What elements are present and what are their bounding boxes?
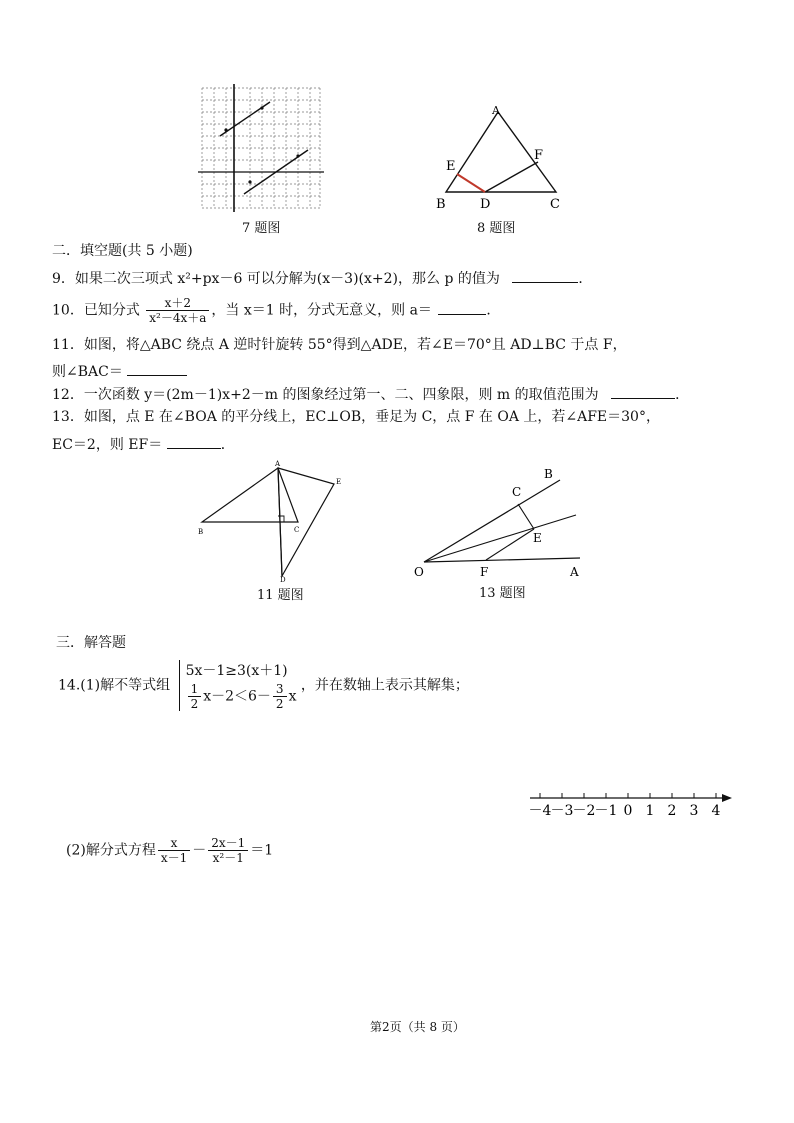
figure-8	[436, 104, 568, 216]
figure-11-caption: 11 题图	[257, 588, 304, 603]
inequality-2	[186, 682, 297, 711]
fig13-label-a: A	[570, 565, 579, 579]
fig8-label-d: D	[480, 197, 491, 212]
q13-line-2-text: EC＝2，则 EF＝	[52, 437, 163, 453]
q10-fraction-den: x²－4x＋a	[149, 311, 207, 325]
question-9	[52, 268, 592, 288]
figure-13	[412, 462, 592, 584]
q12-text: 12．一次函数 y＝(2m－1)x+2－m 的图象经过第一、二、四象限，则 m 的取值范围为	[52, 387, 599, 403]
question-13-line-2	[52, 434, 235, 454]
q10-text: ，当 x＝1 时，分式无意义，则 a＝	[211, 302, 432, 319]
eq-frac-2	[208, 836, 248, 865]
figure-8-diagram	[436, 104, 568, 212]
number-line-tick-label: －3	[550, 803, 574, 819]
ineq2-tail: x	[288, 688, 297, 705]
q13-answer-blank[interactable]	[167, 434, 221, 449]
number-line-tick-label: －1	[594, 803, 618, 819]
q10-fraction	[146, 296, 209, 325]
number-line-tick-label: 4	[711, 803, 721, 819]
fig11-label-b: B	[198, 528, 204, 536]
figure-7	[198, 84, 324, 216]
q10-fraction-num: x＋2	[146, 296, 209, 311]
number-line-tick-label: 3	[689, 803, 699, 819]
eq-frac-2-den: x²－1	[212, 851, 244, 865]
section-2-heading: 二．填空题(共 5 小题)	[52, 243, 193, 259]
q10-lead: 10．已知分式	[52, 302, 140, 319]
eq-frac-2-num: 2x－1	[208, 836, 248, 851]
ineq2-frac-2	[273, 682, 287, 711]
ineq2-frac-1-num: 1	[188, 682, 202, 697]
number-line-tick-label: －2	[572, 803, 596, 819]
q14-1-lead: 14.(1)解不等式组	[58, 677, 171, 694]
figure-13-diagram	[412, 462, 592, 580]
fig13-label-f: F	[480, 565, 489, 579]
section-3-heading: 三．解答题	[56, 635, 126, 651]
q12-answer-blank[interactable]	[611, 384, 675, 399]
q13-end: ．	[220, 437, 235, 453]
question-11-line-2	[52, 361, 187, 381]
fig11-label-d: D	[280, 576, 286, 582]
fig8-label-b: B	[436, 197, 446, 212]
fig11-label-a: A	[275, 460, 281, 468]
figure-13-caption: 13 题图	[479, 586, 526, 601]
fig8-label-c: C	[550, 197, 560, 212]
number-line-tick-label: 2	[667, 803, 677, 819]
fig8-label-f: F	[534, 148, 544, 163]
figure-7-graph	[198, 84, 324, 212]
ineq2-frac-1-den: 2	[190, 697, 199, 711]
number-line-tick-label: 1	[645, 803, 655, 819]
eq-frac-1-den: x－1	[160, 851, 188, 865]
fig13-label-b: B	[544, 467, 553, 481]
ineq2-frac-1	[188, 682, 202, 711]
fig11-label-c: C	[294, 526, 300, 534]
q11-answer-blank[interactable]	[127, 361, 187, 376]
q12-end: ．	[675, 387, 690, 403]
q14-2-lead: (2)解分式方程	[66, 842, 156, 859]
q11-line-2-text: 则∠BAC＝	[52, 364, 123, 380]
fig8-label-e: E	[446, 159, 456, 174]
figure-11-diagram	[196, 458, 350, 582]
eq-rhs: ＝1	[250, 842, 274, 859]
question-12	[52, 384, 689, 404]
q10-answer-blank[interactable]	[438, 300, 486, 315]
q14-1-tail: ，并在数轴上表示其解集；	[300, 677, 469, 694]
fig13-label-e: E	[533, 531, 542, 545]
eq-frac-1	[158, 836, 190, 865]
fig13-label-o: O	[414, 565, 424, 579]
figure-7-caption: 7 题图	[242, 221, 281, 236]
question-10	[52, 296, 500, 325]
q9-text: 9．如果二次三项式 x²+px－6 可以分解为(x－3)(x+2)，那么 p 的值为	[52, 271, 500, 287]
fig11-label-e: E	[336, 478, 342, 486]
number-line-svg	[528, 786, 734, 822]
fig8-label-a: A	[492, 104, 500, 117]
q9-end: ．	[578, 271, 593, 287]
page-footer: 第2页（共 8 页）	[370, 1020, 465, 1034]
figure-8-caption: 8 题图	[477, 221, 516, 236]
q10-end: ．	[486, 302, 501, 319]
ineq2-mid: x－2＜6－	[203, 688, 271, 705]
number-line-tick-label: －4	[528, 803, 552, 819]
eq-minus: －	[192, 842, 207, 859]
question-14-1	[58, 660, 469, 711]
inequality-1: 5x－1≥3(x＋1)	[185, 663, 288, 679]
number-line-ticks	[529, 793, 721, 819]
q9-answer-blank[interactable]	[512, 268, 578, 283]
eq-frac-1-num: x	[158, 836, 190, 851]
question-14-2	[66, 836, 273, 865]
figure-11	[196, 458, 350, 586]
question-11-line-1: 11．如图，将△ABC 绕点 A 逆时针旋转 55°得到△ADE，若∠E＝70°且 AD⊥BC 于点 F，	[52, 337, 627, 353]
number-line	[528, 786, 734, 826]
ineq2-frac-2-den: 2	[275, 697, 284, 711]
question-13-line-1: 13．如图，点 E 在∠BOA 的平分线上，EC⊥OB，垂足为 C，点 F 在 OA 上，若∠AFE＝30°，	[52, 409, 660, 425]
inequality-system	[179, 660, 297, 711]
ineq2-frac-2-num: 3	[273, 682, 287, 697]
fig13-label-c: C	[512, 485, 522, 499]
number-line-tick-label: 0	[623, 803, 633, 819]
